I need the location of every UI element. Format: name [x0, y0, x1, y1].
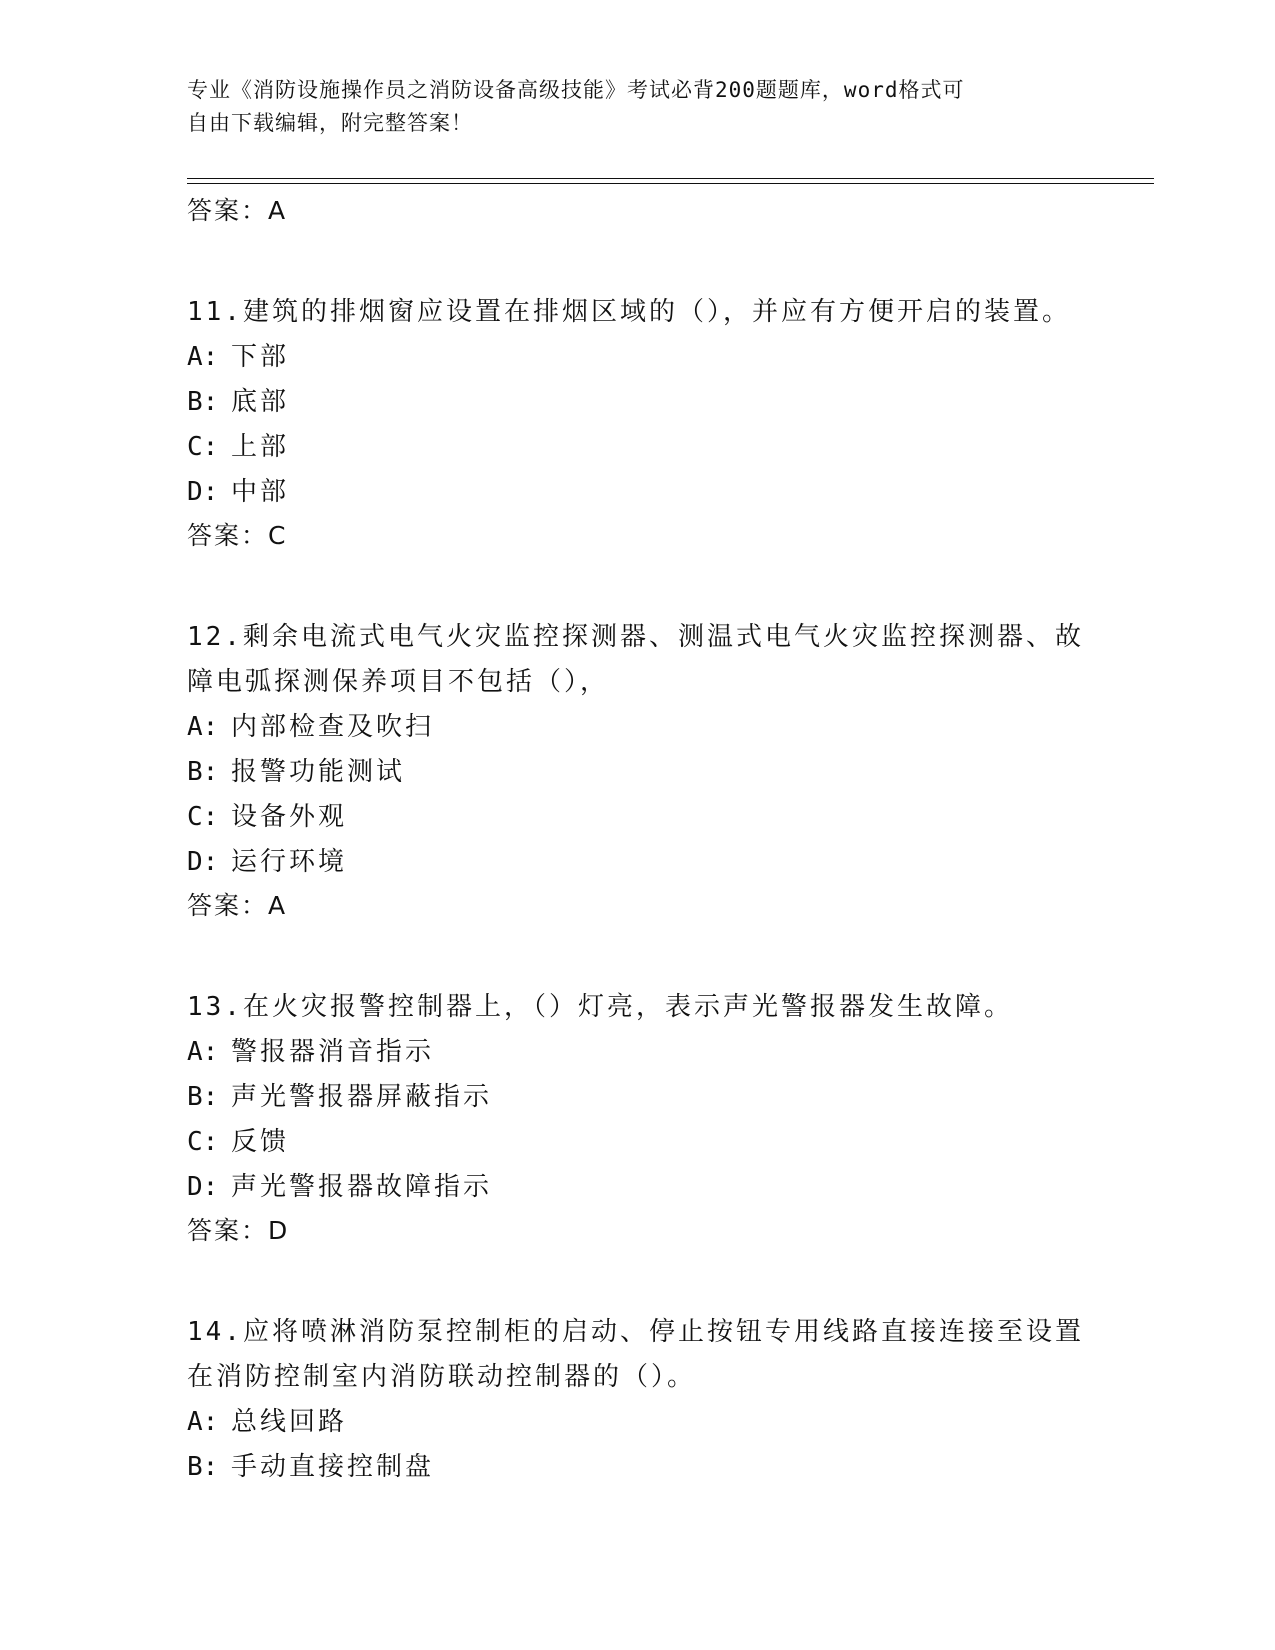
header-divider-bottom	[187, 183, 1154, 184]
answer-label: 答案：	[187, 196, 269, 225]
question-text	[187, 615, 1087, 705]
answer-label: 答案：	[187, 891, 269, 920]
answer-value: A	[268, 891, 287, 920]
question-item	[187, 615, 1087, 927]
question-stem: 剩余电流式电气火灾监控探测器、测温式电气火灾监控探测器、故障电弧探测保养项目不包括（），	[187, 622, 1084, 697]
question-number: 11.	[187, 297, 243, 327]
option-text: 内部检查及吹扫	[231, 712, 435, 742]
option-b	[187, 1075, 1087, 1120]
document-header	[187, 74, 1067, 140]
option-key: D:	[187, 847, 219, 877]
option-text: 手动直接控制盘	[231, 1452, 435, 1482]
option-c	[187, 1120, 1087, 1165]
option-key: D:	[187, 477, 219, 507]
option-text: 声光警报器故障指示	[231, 1172, 493, 1202]
answer-label: 答案：	[187, 1216, 269, 1245]
option-key: A:	[187, 1407, 219, 1437]
option-d	[187, 470, 1087, 515]
option-text: 中部	[231, 477, 290, 507]
option-text: 上部	[231, 432, 290, 462]
answer-line	[187, 885, 1087, 927]
option-c	[187, 795, 1087, 840]
option-text: 设备外观	[231, 802, 348, 832]
question-stem: 建筑的排烟窗应设置在排烟区域的（），并应有方便开启的装置。	[242, 297, 1071, 327]
header-line-1: 专业《消防设施操作员之消防设备高级技能》考试必背200题题库，word格式可	[187, 78, 965, 102]
option-key: D:	[187, 1172, 219, 1202]
option-d	[187, 1165, 1087, 1210]
question-stem: 在火灾报警控制器上，（）灯亮，表示声光警报器发生故障。	[242, 992, 1013, 1022]
option-b	[187, 380, 1087, 425]
option-text: 报警功能测试	[231, 757, 406, 787]
option-key: A:	[187, 712, 219, 742]
question-number: 14.	[187, 1317, 243, 1347]
option-key: C:	[187, 1127, 219, 1157]
option-text: 下部	[231, 342, 290, 372]
option-key: B:	[187, 387, 219, 417]
option-text: 反馈	[231, 1127, 290, 1157]
option-key: B:	[187, 1452, 219, 1482]
option-text: 声光警报器屏蔽指示	[231, 1082, 493, 1112]
question-item	[187, 1310, 1087, 1490]
answer-line	[187, 1210, 1087, 1252]
option-a	[187, 1030, 1087, 1075]
option-c	[187, 425, 1087, 470]
option-key: C:	[187, 432, 219, 462]
option-b	[187, 750, 1087, 795]
option-key: B:	[187, 1082, 219, 1112]
option-a	[187, 705, 1087, 750]
question-stem: 应将喷淋消防泵控制柜的启动、停止按钮专用线路直接连接至设置在消防控制室内消防联动控制器的（）。	[187, 1317, 1084, 1392]
question-number: 12.	[187, 622, 243, 652]
answer-value: C	[268, 521, 287, 550]
option-key: A:	[187, 342, 219, 372]
question-item	[187, 985, 1087, 1252]
option-key: C:	[187, 802, 219, 832]
option-a	[187, 1400, 1087, 1445]
option-d	[187, 840, 1087, 885]
option-b	[187, 1445, 1087, 1490]
answer-label: 答案：	[187, 521, 269, 550]
answer-value: D	[268, 1216, 289, 1245]
header-line-2: 自由下载编辑，附完整答案！	[187, 111, 473, 135]
option-text: 总线回路	[231, 1407, 348, 1437]
option-key: A:	[187, 1037, 219, 1067]
option-text: 警报器消音指示	[231, 1037, 435, 1067]
option-text: 运行环境	[231, 847, 348, 877]
option-a	[187, 335, 1087, 380]
header-divider-top	[187, 178, 1154, 179]
question-number: 13.	[187, 992, 243, 1022]
answer-line	[187, 515, 1087, 557]
question-text	[187, 290, 1087, 335]
option-key: B:	[187, 757, 219, 787]
answer-value: A	[268, 196, 287, 225]
question-text	[187, 1310, 1087, 1400]
question-item	[187, 290, 1087, 557]
question-text	[187, 985, 1087, 1030]
answer-line	[187, 190, 1087, 232]
option-text: 底部	[231, 387, 290, 417]
question-list	[187, 190, 1087, 1490]
